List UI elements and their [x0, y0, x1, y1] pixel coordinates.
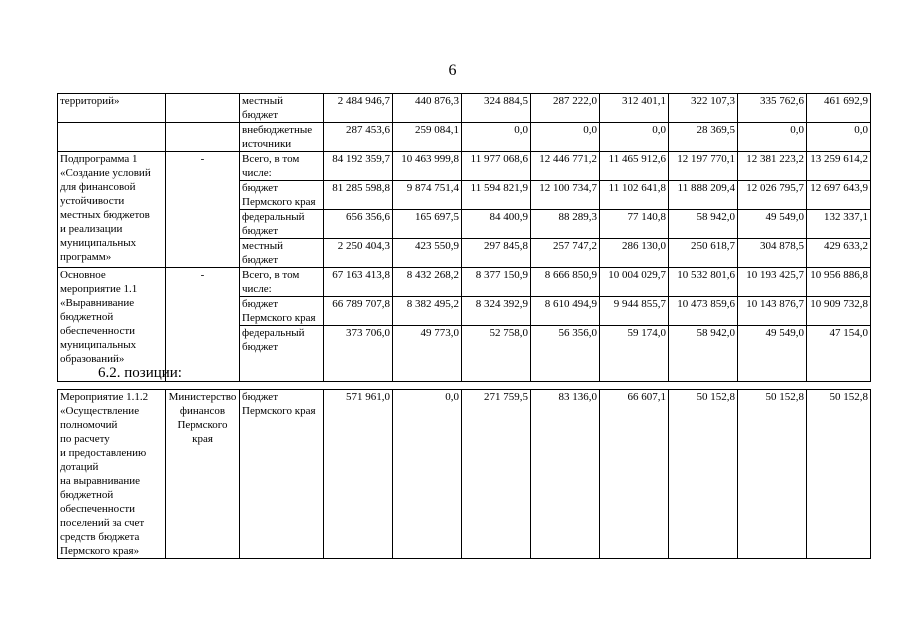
value-cell: 28 369,5 [669, 123, 738, 152]
value-cell: 9 944 855,7 [600, 297, 669, 326]
program-name-line: «Создание условий [60, 167, 151, 179]
value-cell: 8 324 392,9 [462, 297, 531, 326]
funding-source-line: федеральный [242, 211, 305, 223]
funding-source-line: источники [242, 138, 292, 150]
table-row [58, 94, 871, 123]
program-name-line: бюджетной [60, 311, 114, 323]
value-cell: 297 845,8 [462, 239, 531, 268]
funding-source-line: местный [242, 240, 283, 252]
value-cell: 12 446 771,2 [531, 152, 600, 181]
funding-source-line: бюджет [242, 182, 278, 194]
activity-name-cell [58, 390, 166, 559]
section-heading: 6.2. позиции: [98, 365, 182, 381]
value-cell: 0,0 [738, 123, 807, 152]
value-cell: 12 381 223,2 [738, 152, 807, 181]
funding-source-line: Пермского края [242, 312, 316, 324]
program-name-cell [58, 94, 166, 123]
value-cell: 8 382 495,2 [393, 297, 462, 326]
table-row [58, 268, 871, 297]
value-cell: 50 152,8 [669, 390, 738, 559]
value-cell: 58 942,0 [669, 210, 738, 239]
executor-cell [166, 123, 240, 152]
value-cell: 0,0 [600, 123, 669, 152]
source-line: бюджет [242, 391, 278, 403]
value-cell: 8 666 850,9 [531, 268, 600, 297]
value-cell: 335 762,6 [738, 94, 807, 123]
value-cell: 84 192 359,7 [324, 152, 393, 181]
funding-source-line: бюджет [242, 109, 278, 121]
value-cell: 77 140,8 [600, 210, 669, 239]
program-line: бюджетной [60, 489, 114, 501]
program-name-line: мероприятие 1.1 [60, 283, 138, 295]
funding-source-line: бюджет [242, 254, 278, 266]
program-line: полномочий [60, 419, 118, 431]
program-name-line: территорий» [60, 95, 120, 107]
value-cell: 373 706,0 [324, 326, 393, 382]
value-cell: 10 956 886,8 [807, 268, 871, 297]
value-cell: 132 337,1 [807, 210, 871, 239]
value-cell: 12 697 643,9 [807, 181, 871, 210]
value-cell: 67 163 413,8 [324, 268, 393, 297]
value-cell: 10 143 876,7 [738, 297, 807, 326]
value-cell: 10 463 999,8 [393, 152, 462, 181]
value-cell: 10 193 425,7 [738, 268, 807, 297]
value-cell: 84 400,9 [462, 210, 531, 239]
value-cell: 47 154,0 [807, 326, 871, 382]
value-cell: 0,0 [807, 123, 871, 152]
program-line: поселений за счет [60, 517, 145, 529]
source-line: Пермского края [242, 405, 316, 417]
program-name-line: Основное [60, 269, 106, 281]
program-name-line: обеспеченности [60, 325, 136, 337]
value-cell: 322 107,3 [669, 94, 738, 123]
value-cell: 56 356,0 [531, 326, 600, 382]
executor-line: финансов [179, 405, 226, 417]
program-name-line: муниципальных [60, 237, 137, 249]
program-line: и предоставлению [60, 447, 147, 459]
value-cell: 571 961,0 [324, 390, 393, 559]
funding-source-line: бюджет [242, 298, 278, 310]
value-cell: 461 692,9 [807, 94, 871, 123]
value-cell: 250 618,7 [669, 239, 738, 268]
value-cell: 13 259 614,2 [807, 152, 871, 181]
funding-source-line: бюджет [242, 341, 278, 353]
funding-source-line: Всего, в том [242, 153, 300, 165]
value-cell: 271 759,5 [462, 390, 531, 559]
value-cell: 10 532 801,6 [669, 268, 738, 297]
value-cell: 287 453,6 [324, 123, 393, 152]
funding-source-line: федеральный [242, 327, 305, 339]
funding-source-cell [240, 239, 324, 268]
funding-source-cell [240, 210, 324, 239]
executor-line: края [192, 433, 213, 445]
program-name-line: Подпрограмма 1 [60, 153, 138, 165]
value-cell: 58 942,0 [669, 326, 738, 382]
funding-source-cell [240, 94, 324, 123]
table-row [58, 152, 871, 181]
funding-table-continued [57, 93, 871, 382]
value-cell: 0,0 [462, 123, 531, 152]
funding-source-line: Пермского края [242, 196, 316, 208]
value-cell: 0,0 [393, 390, 462, 559]
value-cell: 312 401,1 [600, 94, 669, 123]
page-number: 6 [448, 62, 457, 79]
program-line: Пермского края» [60, 545, 140, 557]
value-cell: 12 026 795,7 [738, 181, 807, 210]
value-cell: 10 909 732,8 [807, 297, 871, 326]
value-cell: 324 884,5 [462, 94, 531, 123]
funding-source-cell [240, 181, 324, 210]
value-cell: 257 747,2 [531, 239, 600, 268]
program-name-cell [58, 123, 166, 152]
value-cell: 83 136,0 [531, 390, 600, 559]
funding-source-cell [240, 390, 324, 559]
funding-source-line: числе: [242, 167, 272, 179]
value-cell: 66 789 707,8 [324, 297, 393, 326]
value-cell: 9 874 751,4 [393, 181, 462, 210]
program-name-line: устойчивости [60, 195, 125, 207]
funding-source-cell [240, 152, 324, 181]
value-cell: 49 773,0 [393, 326, 462, 382]
value-cell: 286 130,0 [600, 239, 669, 268]
value-cell: 287 222,0 [531, 94, 600, 123]
value-cell: 66 607,1 [600, 390, 669, 559]
value-cell: 50 152,8 [738, 390, 807, 559]
program-name-line: и реализации [60, 223, 123, 235]
value-cell: 8 610 494,9 [531, 297, 600, 326]
value-cell: 11 594 821,9 [462, 181, 531, 210]
value-cell: 259 084,1 [393, 123, 462, 152]
program-name-cell [58, 152, 166, 268]
value-cell: 10 004 029,7 [600, 268, 669, 297]
value-cell: 0,0 [531, 123, 600, 152]
value-cell: 12 100 734,7 [531, 181, 600, 210]
activity-table [57, 389, 871, 559]
value-cell: 2 250 404,3 [324, 239, 393, 268]
value-cell: 11 465 912,6 [600, 152, 669, 181]
program-name-line: муниципальных [60, 339, 137, 351]
value-cell: 11 102 641,8 [600, 181, 669, 210]
program-line: по расчету [60, 433, 110, 445]
executor-cell [166, 94, 240, 123]
value-cell: 12 197 770,1 [669, 152, 738, 181]
value-cell: 11 977 068,6 [462, 152, 531, 181]
program-name-line: образований» [60, 353, 125, 365]
value-cell: 11 888 209,4 [669, 181, 738, 210]
value-cell: 656 356,6 [324, 210, 393, 239]
value-cell: 10 473 859,6 [669, 297, 738, 326]
program-line: на выравнивание [60, 475, 141, 487]
program-name-line: программ» [60, 251, 112, 263]
value-cell: 429 633,2 [807, 239, 871, 268]
executor-line: Пермского [177, 419, 228, 431]
program-line: «Осуществление [60, 405, 140, 417]
value-cell: 49 549,0 [738, 210, 807, 239]
funding-source-line: Всего, в том [242, 269, 300, 281]
value-cell: 165 697,5 [393, 210, 462, 239]
funding-source-line: местный [242, 95, 283, 107]
value-cell: 59 174,0 [600, 326, 669, 382]
value-cell: 49 549,0 [738, 326, 807, 382]
funding-source-cell [240, 297, 324, 326]
value-cell: 304 878,5 [738, 239, 807, 268]
program-name-line: «Выравнивание [60, 297, 135, 309]
value-cell: 8 432 268,2 [393, 268, 462, 297]
value-cell: 423 550,9 [393, 239, 462, 268]
executor-cell: - [166, 152, 240, 268]
value-cell: 2 484 946,7 [324, 94, 393, 123]
executor-cell [166, 390, 240, 559]
value-cell: 81 285 598,8 [324, 181, 393, 210]
program-line: обеспеченности [60, 503, 136, 515]
value-cell: 440 876,3 [393, 94, 462, 123]
activity-row [58, 390, 871, 559]
table-row [58, 123, 871, 152]
value-cell: 8 377 150,9 [462, 268, 531, 297]
executor-cell: - [166, 268, 240, 382]
value-cell: 88 289,3 [531, 210, 600, 239]
funding-source-cell [240, 326, 324, 382]
program-line: средств бюджета [60, 531, 140, 543]
executor-line: Министерство [168, 391, 237, 403]
value-cell: 50 152,8 [807, 390, 871, 559]
funding-source-line: числе: [242, 283, 272, 295]
value-cell: 52 758,0 [462, 326, 531, 382]
funding-source-cell [240, 123, 324, 152]
funding-source-cell [240, 268, 324, 297]
program-line: Мероприятие 1.1.2 [60, 391, 149, 403]
program-name-line: местных бюджетов [60, 209, 150, 221]
program-name-line: для финансовой [60, 181, 136, 193]
funding-source-line: внебюджетные [242, 124, 313, 136]
funding-source-line: бюджет [242, 225, 278, 237]
program-line: дотаций [60, 461, 99, 473]
